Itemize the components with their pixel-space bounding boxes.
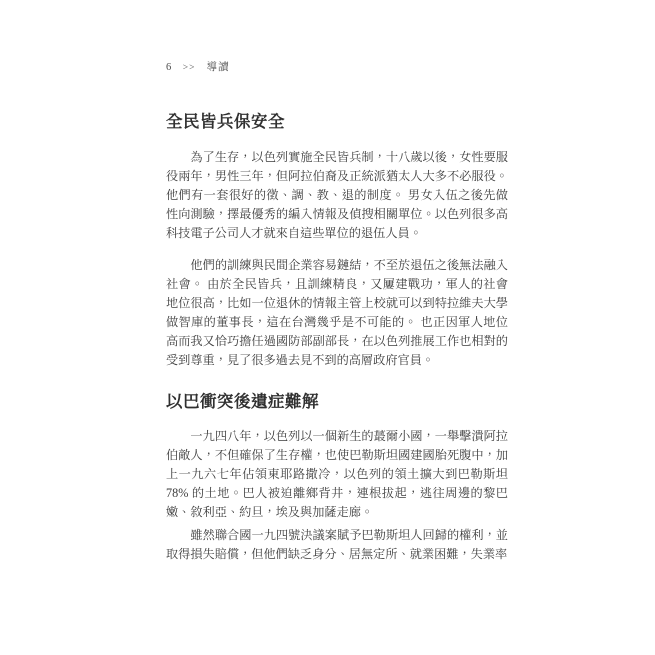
paragraph: 他們的訓練與民間企業容易鏈結，不至於退伍之後無法融入社會。 由於全民皆兵，且訓練精良，又屢建戰功，軍人的社會地位很高，比如一位退休的情報主管上校就可以到特拉維夫大學做智庫的董事長，這在台灣幾乎是不可能的。 也正因軍人地位高而我又恰巧擔任過國防部副部長，在以色列推展工作也相對的受到尊重，見了很多過去見不到的高層政府官員。	[166, 258, 508, 367]
page-number: 6	[166, 62, 172, 73]
section-israel-palestine-conflict	[166, 390, 508, 564]
section-heading: 以巴衝突後遺症難解	[166, 392, 319, 411]
paragraph: 雖然聯合國一九四號決議案賦予巴勒斯坦人回歸的權利，並取得損失賠償，但他們缺乏身分、居無定所、就業困難，失業率	[166, 528, 508, 561]
section-heading: 全民皆兵保安全	[166, 112, 285, 131]
paragraph: 為了生存，以色列實施全民皆兵制，十八歲以後，女性要服役兩年，男性三年，但阿拉伯裔及正統派猶太人大多不必服役。他們有一套很好的徵、調、教、退的制度。 男女入伍之後先做性向測驗，擇最優秀的編入情報及偵搜相關單位。以色列很多高科技電子公司人才就來自這些單位的退伍人員。	[166, 150, 508, 240]
running-header	[166, 62, 508, 74]
paragraph: 一九四八年，以色列以一個新生的蕞爾小國，一舉擊潰阿拉伯敵人，不但確保了生存權，也使巴勒斯坦國建國胎死腹中，加上一九六七年佔領東耶路撒冷，以色列的領土擴大到巴勒斯坦 78% 的土地。巴人被迫離鄉背井，連根拔起，逃往周邊的黎巴嫩、敘利亞、約旦，埃及與加薩走廊。	[166, 429, 508, 519]
section-conscription	[166, 110, 508, 370]
page-content	[166, 62, 508, 564]
header-separator: >>	[182, 63, 196, 73]
header-section-title: 導讀	[206, 62, 230, 73]
